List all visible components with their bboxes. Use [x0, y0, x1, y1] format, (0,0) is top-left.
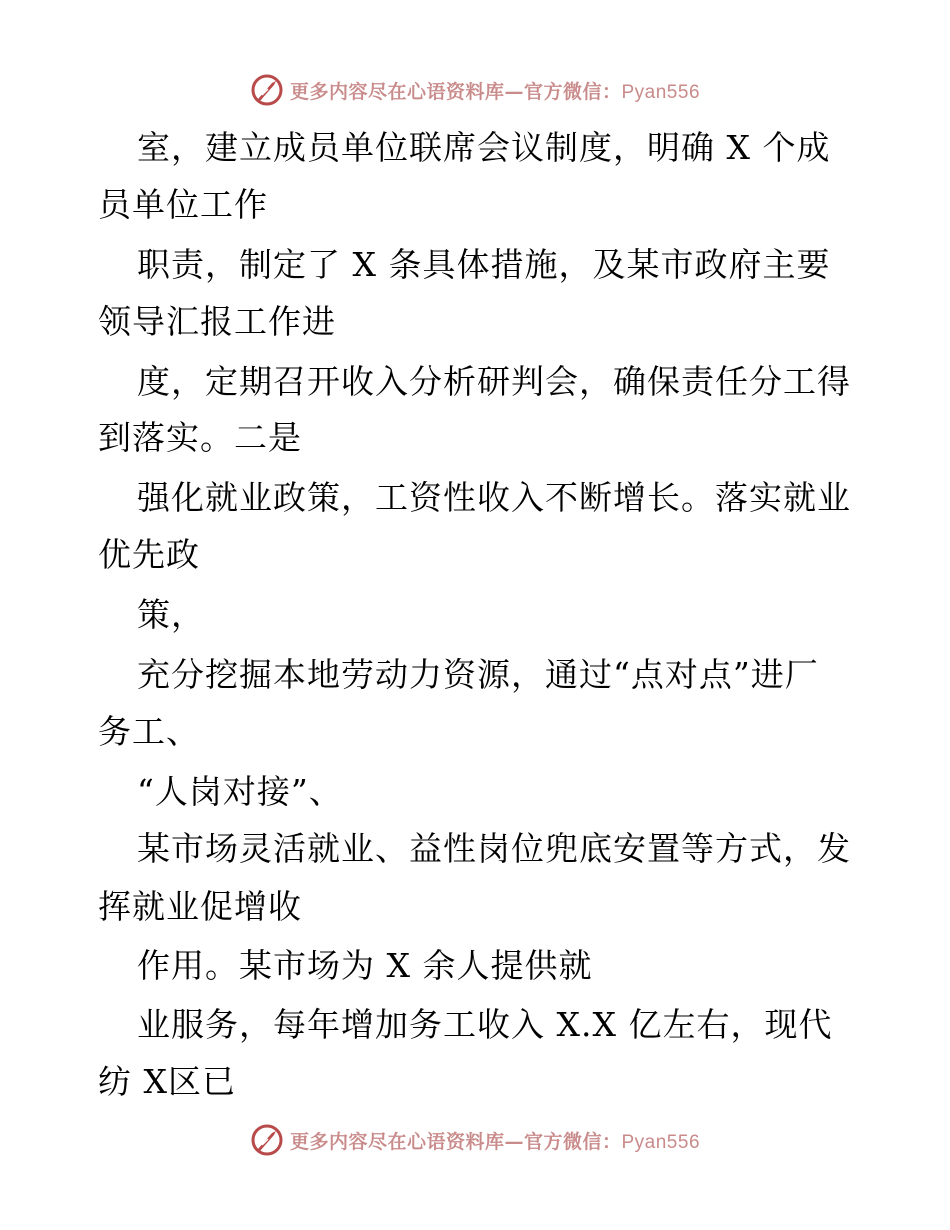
body-line: 务工、: [98, 712, 200, 751]
body-line: 作用。某市场为 X 余人提供就: [137, 946, 593, 985]
watermark-label: 更多内容尽在心语资料库—官方微信：Pyan556: [289, 1130, 701, 1153]
body-line: 领导汇报工作进: [98, 302, 336, 341]
body-line: 充分挖掘本地劳动力资源，通过“点对点”进厂: [137, 655, 819, 694]
body-line: “人岗对接”、: [137, 772, 343, 811]
body-line: 度，定期召开收入分析研判会，确保责任分工得: [137, 362, 851, 401]
body-line: 强化就业政策，工资性收入不断增长。落实就业: [137, 478, 851, 517]
watermark-wechat-id: Pyan556: [621, 81, 701, 103]
body-line: 到落实。二是: [98, 418, 302, 457]
watermark-label: 更多内容尽在心语资料库—官方微信：Pyan556: [289, 80, 701, 103]
body-line: 职责，制定了 X 条具体措施，及某市政府主要: [137, 245, 831, 284]
watermark-wechat-id: Pyan556: [621, 1131, 701, 1153]
body-line: 室，建立成员单位联席会议制度，明确 X 个成: [137, 128, 831, 167]
body-line: 业服务，每年增加务工收入 X.X 亿左右，现代: [137, 1005, 833, 1044]
quill-logo-icon: [250, 1123, 284, 1157]
body-line: 优先政: [98, 535, 200, 574]
body-line: 挥就业促增收: [98, 887, 302, 926]
body-line: 策，: [137, 595, 205, 634]
body-line: 员单位工作: [98, 185, 268, 224]
footer-watermark: [0, 1120, 950, 1160]
header-watermark: [0, 70, 950, 110]
quill-logo-icon: [250, 73, 284, 107]
body-line: 某市场灵活就业、益性岗位兜底安置等方式，发: [137, 829, 851, 868]
body-line: 纺 X区已: [98, 1062, 236, 1101]
